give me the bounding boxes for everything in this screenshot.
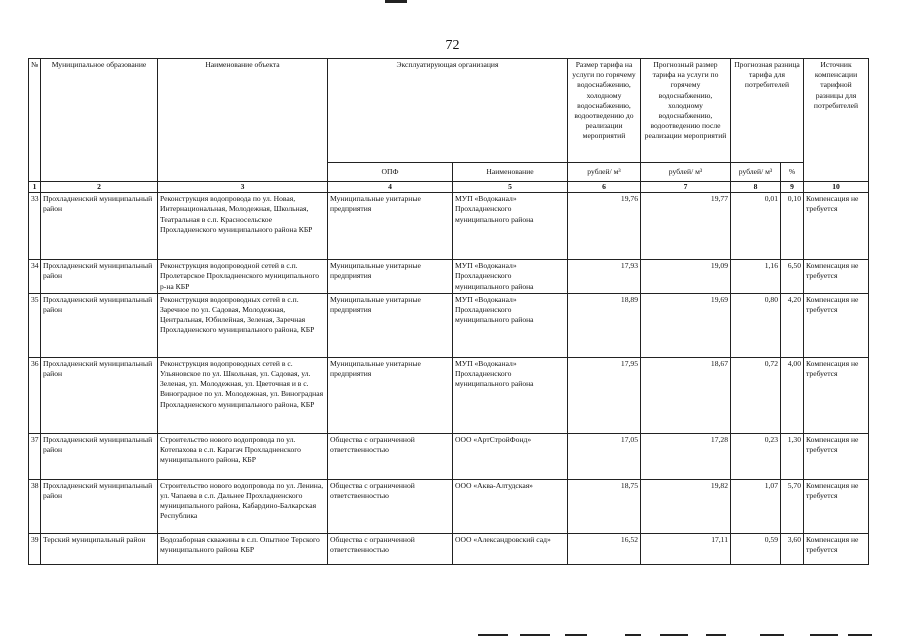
- row-source: Компенсация не требуется: [804, 193, 869, 260]
- row-no: 34: [29, 260, 41, 294]
- tariff-table: [28, 58, 869, 565]
- header-municipality: Муниципальное образование: [41, 59, 158, 182]
- column-number: 6: [568, 182, 641, 193]
- row-operator-name: МУП «Водоканал» Прохладненского муниципального района: [453, 260, 568, 294]
- row-object: Реконструкция водопроводных сетей в с.п. Заречное по ул. Садовая, Молодежная, Центральная, Юбилейная, Зеленая, Заречная Прохладненского муниципального района, КБР: [158, 293, 328, 357]
- column-number: 7: [641, 182, 731, 193]
- row-operator-name: ООО «Александровский сад»: [453, 533, 568, 564]
- header-forecast-tariff: Прогнозный размер тарифа на услуги по горячему водоснабжению, холодному водоснабжению, водоотведению после реализации мероприятий: [641, 59, 731, 163]
- scan-artifact-bottom: [625, 634, 641, 636]
- row-source: Компенсация не требуется: [804, 293, 869, 357]
- scan-artifact-bottom: [760, 634, 784, 636]
- row-no: 38: [29, 479, 41, 533]
- header-no: №: [29, 59, 41, 182]
- row-operator-name: МУП «Водоканал» Прохладненского муниципального района: [453, 357, 568, 433]
- row-no: 33: [29, 193, 41, 260]
- table-row: [29, 260, 869, 294]
- row-no: 36: [29, 357, 41, 433]
- row-source: Компенсация не требуется: [804, 357, 869, 433]
- table-row: [29, 433, 869, 479]
- row-tariff: 17,93: [568, 260, 641, 294]
- header-pct: %: [781, 163, 804, 182]
- row-municipality: Прохладненский муниципальный район: [41, 357, 158, 433]
- row-source: Компенсация не требуется: [804, 433, 869, 479]
- header-tariff: Размер тарифа на услуги по горячему водоснабжению, холодному водоснабжению, водоотведению до реализации мероприятий: [568, 59, 641, 163]
- row-opf: Муниципальные унитарные предприятия: [328, 260, 453, 294]
- row-opf: Общества с ограниченной ответственностью: [328, 479, 453, 533]
- row-diff-pct: 6,50: [781, 260, 804, 294]
- row-opf: Общества с ограниченной ответственностью: [328, 533, 453, 564]
- row-diff-pct: 4,00: [781, 357, 804, 433]
- row-operator-name: ООО «АртСтройФонд»: [453, 433, 568, 479]
- scan-artifact-bottom: [660, 634, 688, 636]
- row-object: Реконструкция водопровода по ул. Новая, Интернациональная, Молодежная, Школьная, Театральная в с.п. Красносельское Прохладненского муниципального района КБР: [158, 193, 328, 260]
- table-row: [29, 479, 869, 533]
- header-name: Наименование: [453, 163, 568, 182]
- scan-artifact-bottom: [706, 634, 726, 636]
- row-municipality: Прохладненский муниципальный район: [41, 293, 158, 357]
- row-diff-pct: 5,70: [781, 479, 804, 533]
- row-object: Водозаборная скважины в с.п. Опытное Терского муниципального района КБР: [158, 533, 328, 564]
- row-diff-rub: 1,07: [731, 479, 781, 533]
- scan-artifact-bottom: [520, 634, 550, 636]
- row-municipality: Прохладненский муниципальный район: [41, 433, 158, 479]
- row-no: 37: [29, 433, 41, 479]
- row-opf: Муниципальные унитарные предприятия: [328, 357, 453, 433]
- row-forecast-tariff: 19,77: [641, 193, 731, 260]
- row-source: Компенсация не требуется: [804, 479, 869, 533]
- row-tariff: 16,52: [568, 533, 641, 564]
- row-source: Компенсация не требуется: [804, 260, 869, 294]
- row-object: Реконструкция водопроводной сетей в с.п. Пролетарское Прохладненского муниципального р-на КБР: [158, 260, 328, 294]
- header-forecast-diff: Прогнозная разница тарифа для потребителей: [731, 59, 804, 163]
- row-municipality: Терский муниципальный район: [41, 533, 158, 564]
- page-number: 72: [445, 38, 460, 53]
- column-number: 4: [328, 182, 453, 193]
- row-no: 35: [29, 293, 41, 357]
- column-number: 10: [804, 182, 869, 193]
- row-opf: Общества с ограниченной ответственностью: [328, 433, 453, 479]
- row-source: Компенсация не требуется: [804, 533, 869, 564]
- row-diff-rub: 0,23: [731, 433, 781, 479]
- scan-artifact-bottom: [848, 634, 872, 636]
- row-object: Реконструкция водопроводных сетей в с. Ульяновское по ул. Школьная, ул. Садовая, ул. Зеленая, ул. Молодежная, ул. Цветочная и в с. Виноградное по ул. Молодежная, ул. Виноградная Прохладненского муниципального района, КБР: [158, 357, 328, 433]
- row-forecast-tariff: 17,11: [641, 533, 731, 564]
- column-number: 8: [731, 182, 781, 193]
- table-row: [29, 357, 869, 433]
- row-tariff: 18,75: [568, 479, 641, 533]
- row-diff-pct: 1,30: [781, 433, 804, 479]
- header-unit-7: рублей/ м³: [641, 163, 731, 182]
- row-no: 39: [29, 533, 41, 564]
- column-number: 1: [29, 182, 41, 193]
- row-object: Строительство нового водопровода по ул. Ленина, ул. Чапаева в с.п. Дальнее Прохладненского муниципального района, Кабардино-Балкарская Республика: [158, 479, 328, 533]
- header-object: Наименование объекта: [158, 59, 328, 182]
- row-tariff: 17,05: [568, 433, 641, 479]
- row-opf: Муниципальные унитарные предприятия: [328, 293, 453, 357]
- row-diff-rub: 0,72: [731, 357, 781, 433]
- row-forecast-tariff: 19,82: [641, 479, 731, 533]
- row-opf: Муниципальные унитарные предприятия: [328, 193, 453, 260]
- table-row: [29, 193, 869, 260]
- column-number: 3: [158, 182, 328, 193]
- row-diff-rub: 0,59: [731, 533, 781, 564]
- header-unit-6: рублей/ м³: [568, 163, 641, 182]
- header-unit-8: рублей/ м³: [731, 163, 781, 182]
- row-operator-name: МУП «Водоканал» Прохладненского муниципального района: [453, 193, 568, 260]
- row-forecast-tariff: 19,69: [641, 293, 731, 357]
- column-number: 9: [781, 182, 804, 193]
- row-diff-rub: 0,80: [731, 293, 781, 357]
- column-number: 2: [41, 182, 158, 193]
- row-tariff: 17,95: [568, 357, 641, 433]
- row-tariff: 18,89: [568, 293, 641, 357]
- row-municipality: Прохладненский муниципальный район: [41, 193, 158, 260]
- row-municipality: Прохладненский муниципальный район: [41, 479, 158, 533]
- row-diff-rub: 0,01: [731, 193, 781, 260]
- row-forecast-tariff: 19,09: [641, 260, 731, 294]
- row-object: Строительство нового водопровода по ул. Котепахова в с.п. Карагач Прохладненского муниципального района, КБР: [158, 433, 328, 479]
- table-row: [29, 293, 869, 357]
- row-forecast-tariff: 17,28: [641, 433, 731, 479]
- scan-artifact-bottom: [810, 634, 838, 636]
- table-row: [29, 533, 869, 564]
- row-diff-pct: 0,10: [781, 193, 804, 260]
- scan-artifact-bottom: [478, 634, 508, 636]
- row-operator-name: ООО «Аква-Алтудская»: [453, 479, 568, 533]
- scan-artifact-bottom: [565, 634, 587, 636]
- row-tariff: 19,76: [568, 193, 641, 260]
- row-diff-pct: 3,60: [781, 533, 804, 564]
- header-opf: ОПФ: [328, 163, 453, 182]
- scan-artifact-top: [385, 0, 407, 3]
- row-operator-name: МУП «Водоканал» Прохладненского муниципального района: [453, 293, 568, 357]
- row-diff-rub: 1,16: [731, 260, 781, 294]
- column-number: 5: [453, 182, 568, 193]
- row-forecast-tariff: 18,67: [641, 357, 731, 433]
- header-operator: Эксплуатирующая организация: [328, 59, 568, 163]
- header-source: Источник компенсации тарифной разницы для потребителей: [804, 59, 869, 182]
- row-diff-pct: 4,20: [781, 293, 804, 357]
- row-municipality: Прохладненский муниципальный район: [41, 260, 158, 294]
